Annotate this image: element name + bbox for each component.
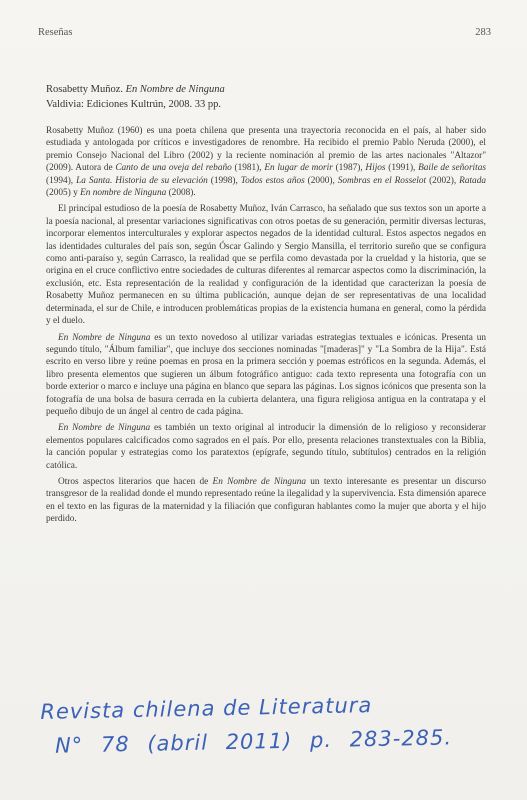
p1-text: (2008). <box>166 188 196 199</box>
book-title: Canto de una oveja del rebaño <box>115 163 232 174</box>
reference-line-1 <box>46 82 486 97</box>
p1-text: (1998), <box>207 175 241 186</box>
handwritten-issue-pages: N° 78 (abril 2011) p. 283-285. <box>54 725 453 758</box>
book-title: La Santa. Historia de su elevación <box>76 175 208 186</box>
p1-text: (1987), <box>332 163 366 174</box>
book-reference <box>46 82 486 112</box>
p1-text: (2002), <box>426 175 460 186</box>
book-title: En lugar de morir <box>264 163 333 174</box>
p1-text: (1991), <box>385 163 419 174</box>
reference-publisher: Valdivia: Ediciones Kultrún, 2008. 33 pp. <box>46 99 221 110</box>
p1-text: (1994), <box>46 175 77 186</box>
book-title: Sombras en el Rosselot <box>337 175 427 186</box>
book-title: Ratada <box>459 175 486 186</box>
paragraph-3 <box>46 332 486 419</box>
p1-text: (1981), <box>231 163 265 174</box>
book-title: En nombre de Ninguna <box>80 188 167 199</box>
paragraph-2: El principal estudioso de la poesía de Rosabetty Muñoz, Iván Carrasco, ha señalado que sus textos son un aporte a la poesía nacional, al presentar variaciones significativas con otros poetas de su generación, permitir diversas lecturas, incorporar elementos interculturales y explorar aspectos negados de la identidad cultural. Estos aspectos negados en las identidades culturales del país son, según Óscar Galindo y Sergio Mansilla, el territorio sureño que se configura como anti-paraíso y, según Carrasco, la realidad que se perfila como devastada por la crueldad y la historia, que se origina en el cruce conflictivo entre sociedades de culturas diferentes al remarcar aspectos como la discriminación, la exclusión, etc. Esta representación de la realidad y configuración de la identidad que caracterizan la poesía de Rosabetty Muñoz permanecen en su última publicación, aunque dejan de ser representativas de una localidad determinada, el sur de Chile, e introducen problemáticas propias de la existencia humana en general, como la pérdida y el duelo. <box>46 204 486 327</box>
p1-text: Rosabetty Muñoz (1960) es una poeta chilena que presenta una trayectoria reconocida en el país, al haber sido estudiada y antologada por críticos e investigadores de renombre. Ha recibido el premio Pablo Neruda (2000), el premio Consejo Nacional del Libro (2002) y la reciente nominación al premio de las artes nacionales "Altazor" (2009). Autora de <box>46 126 486 174</box>
p3-text: es un texto novedoso al utilizar variadas estrategias textuales e icónicas. Presenta un segundo título, "Álbum familiar", que incluye dos secciones nominadas "[maderas]" y "La Sombra de la Hija". Está escrito en verso libre y reúne poemas en prosa en la primera sección y poemas estróficos en la segunda. Además, el libro presenta elementos que sugieren un álbum fotográfico antiguo: cada texto representa una fotografía con un borde exterior o marco e incluye una página en blanco que separa las páginas. Los signos icónicos que presenta son la fotografía de una bolsa de basura cerrada en la cubierta delantera, una figura religiosa antigua en la contratapa y el pequeño dibujo de un ángel al centro de cada página. <box>46 332 486 417</box>
book-title: En Nombre de Ninguna <box>212 476 307 487</box>
paragraph-1 <box>46 125 486 199</box>
handwritten-annotation <box>40 685 501 763</box>
running-head-section: Reseñas <box>38 27 73 38</box>
book-title: En Nombre de Ninguna <box>58 423 151 434</box>
paragraph-4 <box>46 422 486 472</box>
p5-text: Otros aspectos literarios que hacen de <box>58 476 213 487</box>
page-number: 283 <box>475 27 491 38</box>
p4-text: es también un texto original al introducir la dimensión de lo religioso y reconsiderar elementos populares calcificados como sagrados en el país. Por ello, presenta relaciones transtextuales con la Biblia, la canción popular y estrategias como los paratextos (epígrafe, segundo título, subtítulos) centrados en la religión católica. <box>46 423 486 471</box>
p1-text: (2005) y <box>46 188 81 199</box>
reference-title: En Nombre de Ninguna <box>125 84 225 95</box>
handwritten-journal-name: Revista chilena de Literatura <box>40 693 373 724</box>
book-title: En Nombre de Ninguna <box>58 332 151 343</box>
book-title: Todos estos años <box>240 175 305 186</box>
review-body <box>46 125 486 530</box>
book-title: Baile de señoritas <box>418 163 486 174</box>
p5-text: un texto interesante es presentar un discurso transgresor de la realidad donde el mundo representado reúne la ilegalidad y la supervivencia. Esta dimensión aparece en el texto en las figuras de la maternidad y la filiación que configuran hablantes como la mujer que aborta y el hijo perdido. <box>46 476 486 525</box>
paragraph-5 <box>46 476 486 526</box>
book-title: Hijos <box>365 163 386 174</box>
reference-author: Rosabetty Muñoz. <box>46 84 123 95</box>
p1-text: (2000), <box>304 175 338 186</box>
